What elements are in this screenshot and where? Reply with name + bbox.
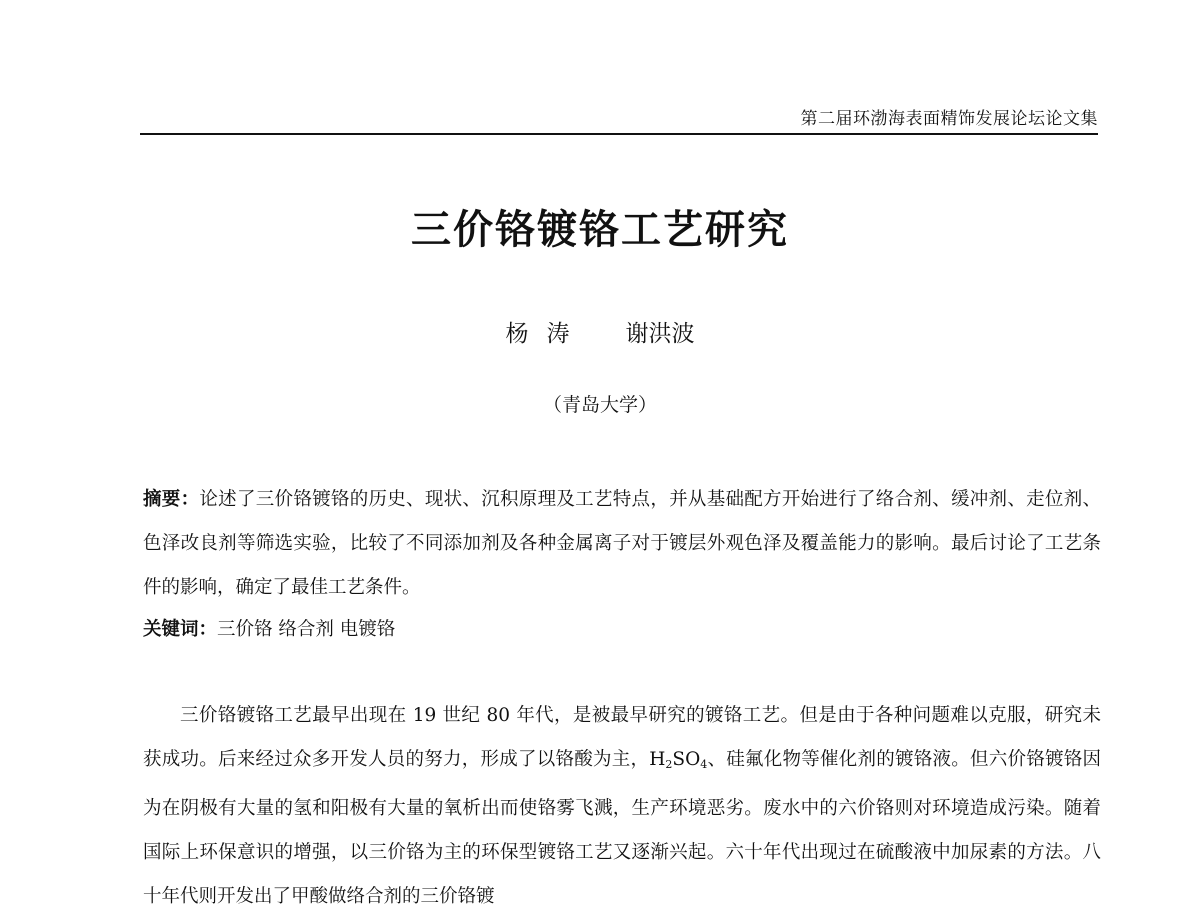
author-name: 谢洪波 (625, 321, 695, 347)
chemical-formula: $H_2SO_4$ (649, 749, 708, 771)
author-list (0, 315, 1200, 348)
keywords (143, 608, 1101, 652)
author-name: 杨涛 (505, 321, 588, 347)
keywords-text: 三价铬 络合剂 电镀铬 (217, 619, 396, 640)
affiliation: （青岛大学） (542, 394, 657, 416)
body-text-part-2: 、硅氟化物等催化剂的镀铬液。但六价铬镀铬因为在阴极有大量的氢和阳极有大量的氧析出而使铬雾飞溅，生产环境恶劣。废水中的六价铬则对环境造成污染。随着国际上环保意识的增强，以三价铬为主的环保型镀铬工艺又逐渐兴起。六十年代出现过在硫酸液中加尿素的方法。八十年代则开发出了甲酸做络合剂的三价铬镀 (143, 749, 1101, 907)
abstract-label: 摘要： (143, 489, 200, 510)
keywords-label: 关键词： (143, 619, 218, 640)
abstract (143, 478, 1101, 610)
header-rule (140, 133, 1098, 135)
paper-title: 三价铬镀铬工艺研究 (411, 207, 789, 253)
proceedings-header: 第二届环渤海表面精饰发展论坛论文集 (800, 109, 1098, 129)
body-paragraph (143, 694, 1101, 919)
body-text-part-1: 三价铬镀铬工艺最早出现在 19 世纪 80 年代，是被最早研究的镀铬工艺。但是由于各种问题难以克服，研究未获成功。后来经过众多开发人员的努力，形成了以铬酸为主， (143, 705, 1101, 770)
abstract-text: 论述了三价铬镀铬的历史、现状、沉积原理及工艺特点，并从基础配方开始进行了络合剂、缓冲剂、走位剂、色泽改良剂等筛选实验，比较了不同添加剂及各种金属离子对于镀层外观色泽及覆盖能力的影响。最后讨论了工艺条件的影响，确定了最佳工艺条件。 (143, 489, 1101, 598)
